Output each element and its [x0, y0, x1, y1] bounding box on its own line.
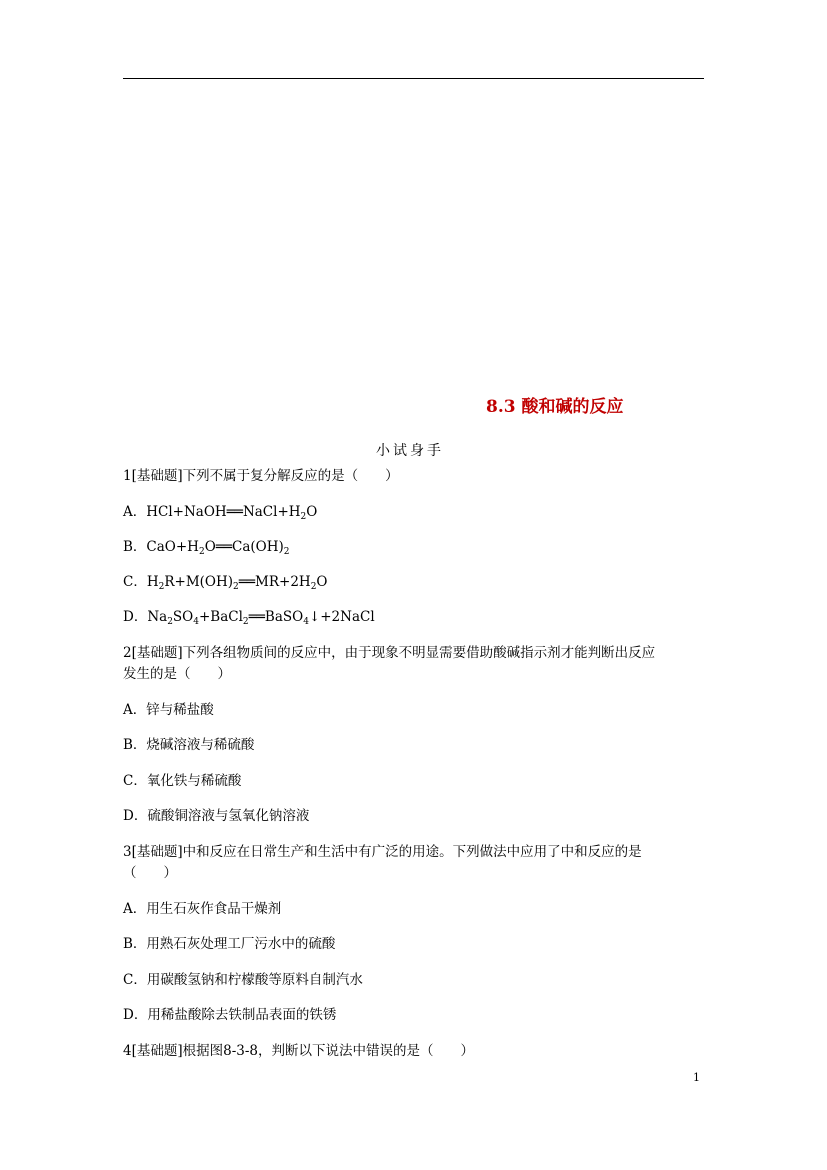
q3-option-d: D．用稀盐酸除去铁制品表面的铁锈	[123, 1007, 337, 1023]
q2-stem-line1: 2[基础题]下列各组物质间的反应中，由于现象不明显需要借助酸碱指示剂才能判断出反应	[123, 645, 656, 661]
q3-option-a: A．用生石灰作食品干燥剂	[123, 901, 282, 917]
q3-stem-line2: （ ）	[123, 865, 177, 881]
q3-option-c: C．用碳酸氢钠和柠檬酸等原料自制汽水	[123, 972, 363, 988]
q2-stem-line2: 发生的是（ ）	[123, 666, 231, 682]
header-rule	[123, 78, 704, 79]
q2-option-a: A．锌与稀盐酸	[123, 702, 214, 718]
q1-stem: 1[基础题]下列不属于复分解反应的是（ ）	[123, 468, 399, 484]
q2-option-b: B．烧碱溶液与稀硫酸	[123, 737, 255, 753]
q3-stem-line1: 3[基础题]中和反应在日常生产和生活中有广泛的用途。下列做法中应用了中和反应的是	[123, 844, 642, 860]
q4-stem: 4[基础题]根据图8-3-8，判断以下说法中错误的是（ ）	[123, 1043, 475, 1059]
q3-option-b: B．用熟石灰处理工厂污水中的硫酸	[123, 936, 336, 952]
q1-option-a: A．$HCl+NaOH══NaCl+H_2O$	[123, 504, 318, 522]
section-subtitle: 小试身手	[376, 443, 444, 459]
page-number: 1	[693, 1071, 700, 1084]
q2-option-d: D．硫酸铜溶液与氢氧化钠溶液	[123, 808, 310, 824]
q2-option-c: C．氧化铁与稀硫酸	[123, 773, 242, 789]
q1-option-d: D．$Na_2SO_4+BaCl_2══BaSO_4↓+2NaCl$	[123, 609, 375, 627]
q1-option-c: C．$H_2R+M(OH)_2══MR+2H_2O$	[123, 574, 328, 592]
document-title: 8.3 酸和碱的反应	[486, 397, 624, 417]
q1-option-b: B．$CaO+H_2O══Ca(OH)_2$	[123, 539, 290, 557]
